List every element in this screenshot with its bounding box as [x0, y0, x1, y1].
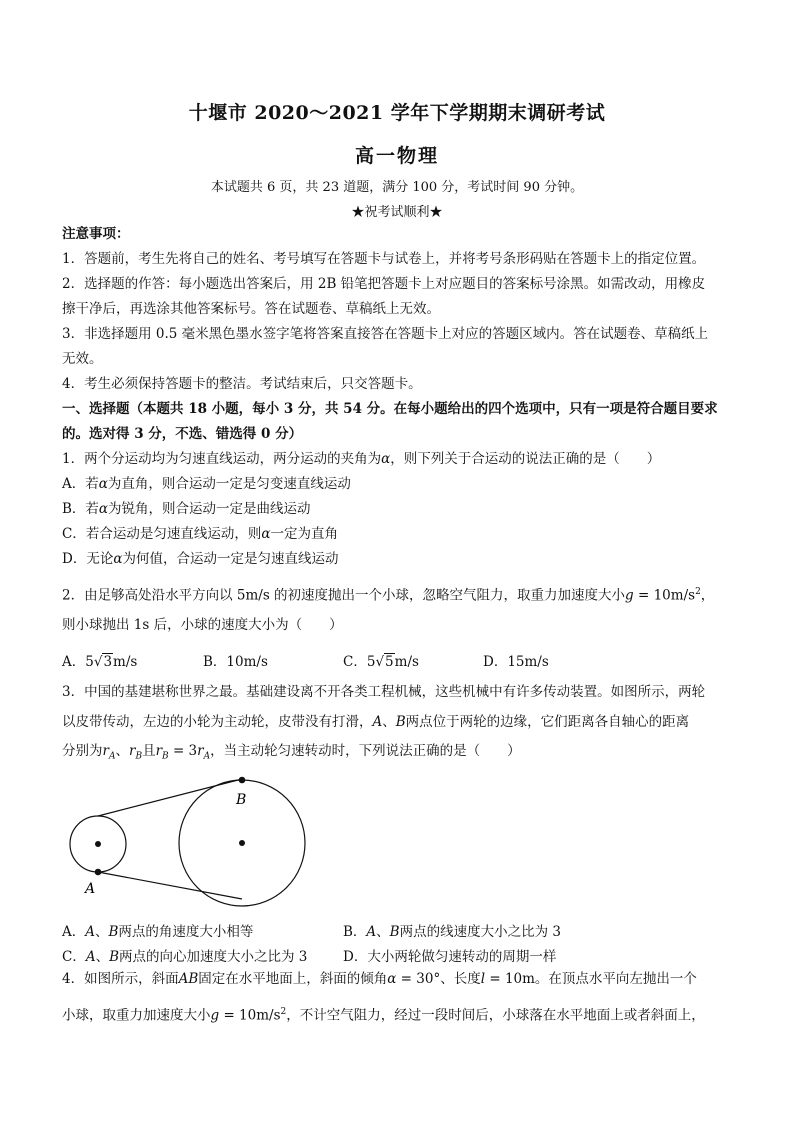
q1-option-a: A．若α为直角，则合运动一定是匀变速直线运动	[62, 476, 351, 492]
q3-stem-2: 以皮带传动，左边的小轮为主动轮，皮带没有打滑，A、B两点位于两轮的边缘，它们距离各自轴心的距离	[62, 714, 690, 730]
q3-option-b: B．A、B两点的线速度大小之比为 3	[343, 924, 561, 940]
q1-option-b: B．若α为锐角，则合运动一定是曲线运动	[62, 501, 311, 517]
small-wheel-axis	[95, 841, 101, 847]
q3-option-d: D．大小两轮做匀速转动的周期一样	[343, 949, 557, 965]
large-wheel-axis	[239, 840, 245, 846]
q2-stem-b: 则小球抛出 1s 后，小球的速度大小为（ ）	[62, 617, 343, 633]
q1-option-d: D．无论α为何值，合运动一定是匀速直线运动	[62, 551, 339, 567]
exam-subject: 高一物理	[354, 145, 439, 167]
note-1: 1．答题前，考生先将自己的姓名、考号填写在答题卡与试卷上，并将考号条形码贴在答题卡上的指定位置。	[62, 251, 706, 267]
q2-option-d: D．15m/s	[483, 654, 549, 670]
section1-heading-a: 一、选择题（本题共 18 小题，每小 3 分，共 54 分。在每小题给出的四个选项中，只有一项是符合题目要求	[62, 401, 718, 417]
q3-stem-3: 分别为$r_A$、$r_B$且$r_B = 3r_A$，当主动轮匀速转动时，下列说法正确的是（ ）	[62, 743, 521, 762]
notes-heading: 注意事项：	[62, 226, 130, 242]
q2-option-b: B．10m/s	[203, 654, 268, 670]
q1-stem: 1．两个分运动均为匀速直线运动，两分运动的夹角为α，则下列关于合运动的说法正确的是（ ）	[62, 451, 661, 467]
q3-option-c: C．A、B两点的向心加速度大小之比为 3	[62, 949, 308, 965]
section1-heading-b: 的。选对得 3 分，不选、错选得 0 分）	[62, 426, 303, 442]
belt-top-line	[98, 779, 242, 816]
q1-option-c: C．若合运动是匀速直线运动，则α一定为直角	[62, 526, 338, 542]
q2-option-c: C．5√5m/s	[343, 654, 419, 670]
q3-option-a: A．A、B两点的角速度大小相等	[62, 924, 254, 940]
exam-info: 本试题共 6 页，共 23 道题，满分 100 分，考试时间 90 分钟。	[210, 180, 584, 195]
q4-stem-2: 小球，取重力加速度大小$g = 10m/s^2$，不计空气阻力，经过一段时间后，小球落在水平地面上或者斜面上，	[62, 1007, 705, 1024]
note-3a: 3．非选择题用 0.5 毫米黑色墨水签字笔将答案直接答在答题卡上对应的答题区域内。答在试题卷、草稿纸上	[62, 326, 709, 342]
point-b	[239, 777, 246, 784]
q3-stem-1: 3．中国的基建堪称世界之最。基础建设离不开各类工程机械，这些机械中有许多传动装置。如图所示，两轮	[62, 684, 706, 700]
q2-option-a: A．5√3m/s	[62, 654, 138, 670]
note-2b: 擦干净后，再选涂其他答案标号。答在试题卷、草稿纸上无效。	[62, 301, 440, 317]
point-b-label: B	[236, 792, 247, 808]
exam-wish: ★祝考试顺利★	[351, 205, 443, 220]
belt-bottom-line	[98, 872, 242, 899]
note-2a: 2．选择题的作答：每小题选出答案后，用 2B 铅笔把答题卡上对应题目的答案标号涂黑。如需改动，用橡皮	[62, 276, 706, 292]
q2-stem-a: 2．由足够高处沿水平方向以 5m/s 的初速度抛出一个小球，忽略空气阻力，取重力加速度大小$g = 10m/s^2$，	[62, 587, 715, 604]
note-3b: 无效。	[62, 351, 103, 367]
point-a-label: A	[85, 881, 96, 897]
alpha-symbol: α	[381, 451, 391, 467]
note-4: 4．考生必须保持答题卡的整洁。考试结束后，只交答题卡。	[62, 376, 422, 392]
point-a	[95, 869, 102, 876]
exam-title: 十堰市 2020～2021 学年下学期期末调研考试	[188, 102, 606, 124]
q4-stem-1: 4．如图所示，斜面AB固定在水平地面上，斜面的倾角α = 30°、长度l = 10m。在顶点水平向左抛出一个	[62, 971, 697, 987]
belt-drive-figure	[60, 770, 320, 910]
